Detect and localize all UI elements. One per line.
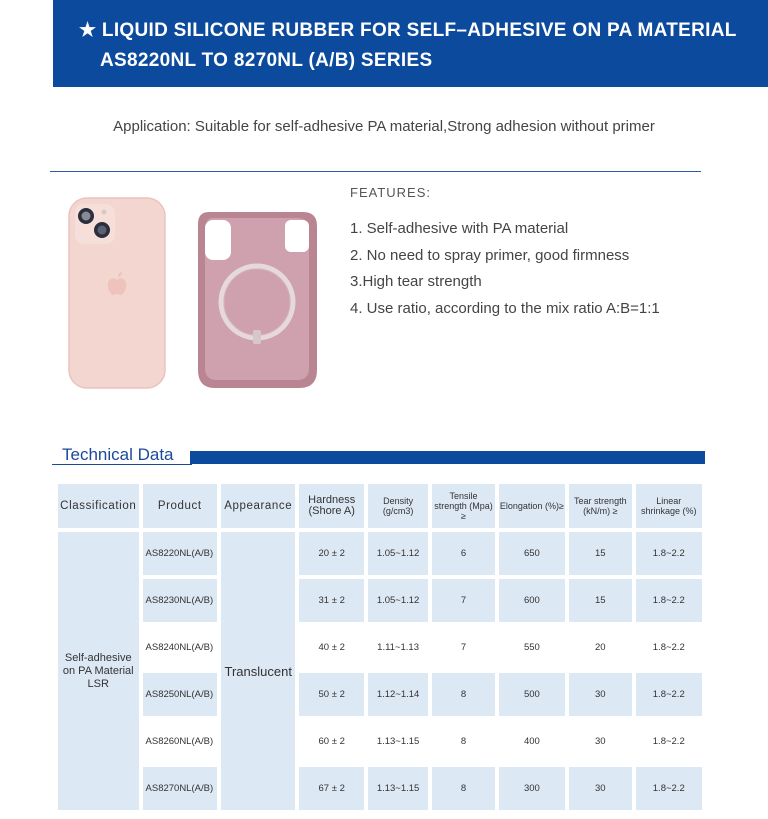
- header-classification: Classification: [58, 484, 139, 528]
- shrinkage-cell: 1.8~2.2: [636, 673, 702, 716]
- tear-cell: 15: [569, 579, 631, 622]
- product-cell: AS8270NL(A/B): [143, 767, 217, 810]
- feature-item: 4. Use ratio, according to the mix ratio A:B=1:1: [350, 299, 660, 317]
- tensile-cell: 8: [432, 767, 494, 810]
- phone-case-back-image: [67, 196, 167, 390]
- feature-item: 1. Self-adhesive with PA material: [350, 220, 569, 237]
- tear-cell: 20: [569, 626, 631, 669]
- classification-cell: Self-adhesive on PA Material LSR: [58, 532, 139, 810]
- title-line-1: ★ LIQUID SILICONE RUBBER FOR SELF–ADHESIVE ON PA MATERIAL: [79, 20, 737, 41]
- density-cell: 1.11~1.13: [368, 626, 428, 669]
- elongation-cell: 650: [499, 532, 565, 575]
- header-hardness: Hardness (Shore A): [299, 484, 363, 528]
- features-title: FEATURES:: [350, 185, 431, 200]
- tear-cell: 30: [569, 767, 631, 810]
- hardness-cell: 20 ± 2: [299, 532, 363, 575]
- density-cell: 1.05~1.12: [368, 579, 428, 622]
- density-cell: 1.13~1.15: [368, 767, 428, 810]
- features-list: [350, 216, 660, 322]
- product-cell: AS8250NL(A/B): [143, 673, 217, 716]
- tensile-cell: 6: [432, 532, 494, 575]
- product-cell: AS8260NL(A/B): [143, 720, 217, 763]
- tensile-cell: 7: [432, 626, 494, 669]
- elongation-cell: 550: [499, 626, 565, 669]
- application-text: Application: Suitable for self-adhesive PA material,Strong adhesion without primer: [113, 118, 655, 135]
- hardness-cell: 60 ± 2: [299, 720, 363, 763]
- header-appearance: Appearance: [221, 484, 295, 528]
- header-density: Density (g/cm3): [368, 484, 428, 528]
- header-elongation: Elongation (%)≥: [499, 484, 565, 528]
- product-cell: AS8240NL(A/B): [143, 626, 217, 669]
- technical-data-title: Technical Data: [62, 445, 174, 464]
- elongation-cell: 300: [499, 767, 565, 810]
- feature-item: 3.High tear strength: [350, 273, 482, 290]
- header-tear: Tear strength (kN/m) ≥: [569, 484, 631, 528]
- tear-cell: 30: [569, 673, 631, 716]
- shrinkage-cell: 1.8~2.2: [636, 532, 702, 575]
- tensile-cell: 8: [432, 673, 494, 716]
- technical-data-table: [54, 480, 706, 814]
- hardness-cell: 31 ± 2: [299, 579, 363, 622]
- title-banner: [53, 0, 768, 87]
- elongation-cell: 400: [499, 720, 565, 763]
- density-cell: 1.13~1.15: [368, 720, 428, 763]
- section-bar: [190, 451, 705, 464]
- shrinkage-cell: 1.8~2.2: [636, 767, 702, 810]
- hardness-cell: 67 ± 2: [299, 767, 363, 810]
- hardness-cell: 50 ± 2: [299, 673, 363, 716]
- divider: [50, 171, 701, 172]
- phone-case-inside-image: [195, 208, 319, 392]
- title-line-2: AS8220NL TO 8270NL (A/B) SERIES: [100, 50, 433, 71]
- product-cell: AS8220NL(A/B): [143, 532, 217, 575]
- header-tensile: Tensile strength (Mpa) ≥: [432, 484, 494, 528]
- shrinkage-cell: 1.8~2.2: [636, 720, 702, 763]
- header-shrinkage: Linear shrinkage (%): [636, 484, 702, 528]
- product-cell: AS8230NL(A/B): [143, 579, 217, 622]
- hardness-cell: 40 ± 2: [299, 626, 363, 669]
- density-cell: 1.12~1.14: [368, 673, 428, 716]
- header-product: Product: [143, 484, 217, 528]
- tensile-cell: 8: [432, 720, 494, 763]
- section-underline: [52, 464, 192, 465]
- shrinkage-cell: 1.8~2.2: [636, 626, 702, 669]
- feature-item: 2. No need to spray primer, good firmness: [350, 246, 630, 264]
- density-cell: 1.05~1.12: [368, 532, 428, 575]
- elongation-cell: 500: [499, 673, 565, 716]
- appearance-cell: Translucent: [221, 532, 295, 810]
- tensile-cell: 7: [432, 579, 494, 622]
- tear-cell: 15: [569, 532, 631, 575]
- elongation-cell: 600: [499, 579, 565, 622]
- shrinkage-cell: 1.8~2.2: [636, 579, 702, 622]
- tear-cell: 30: [569, 720, 631, 763]
